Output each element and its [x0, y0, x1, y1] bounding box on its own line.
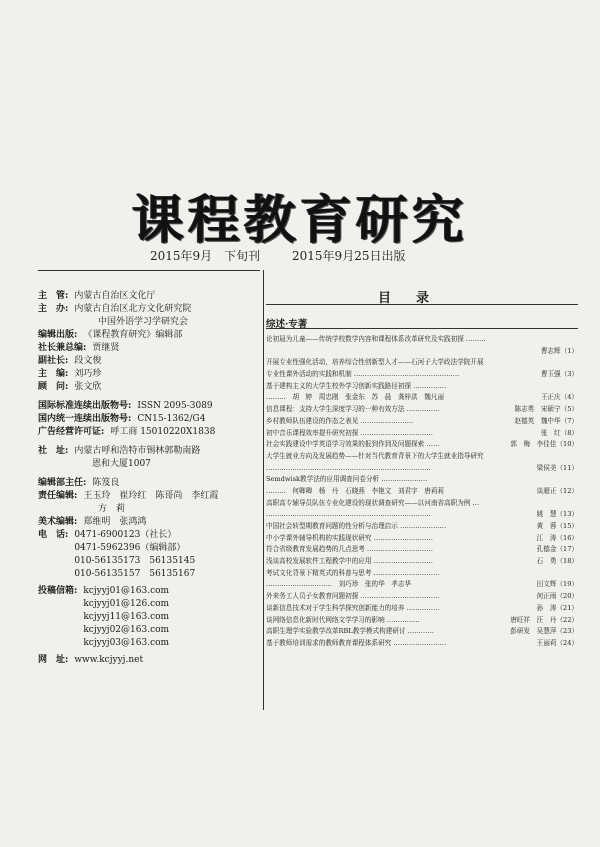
toc-entry [266, 615, 578, 627]
editor-row [38, 490, 263, 503]
toc-entry [266, 381, 578, 393]
toc-entry [266, 404, 578, 416]
publisher-info-value: 内蒙古自治区北方文化研究院 [74, 304, 192, 314]
toc-entry-ref: 田文辉（19） [536, 580, 578, 589]
registration-value: ISSN 2095-3089 [137, 401, 213, 411]
toc-entry [266, 451, 578, 463]
email-address[interactable]: kcjyyj11@163.com [83, 612, 170, 622]
website-row [38, 654, 263, 667]
editor-label: 责任编辑: [38, 491, 78, 501]
toc-entry-ref: 孔德金（17） [536, 545, 578, 554]
publisher-info-value: 《课程教育研究》编辑部 [83, 330, 183, 340]
toc-entry [266, 334, 578, 346]
editor-label: 美术编辑: [38, 517, 78, 527]
toc-entry-ref: 何正雨（20） [536, 592, 578, 601]
registration-label: 国际标准连续出版物号: [38, 401, 132, 411]
toc-entry [266, 486, 578, 498]
registration-numbers [38, 400, 263, 439]
toc-entry-text: 浅谈高校发展软件工程教学中的应用 ……………………… [266, 557, 433, 566]
email-row [38, 585, 263, 650]
toc-entry [266, 591, 578, 603]
publisher-info-row [38, 342, 263, 355]
toc-entry-text: 基于教师培训需求的教师教育课程体系研究 …………………… [266, 638, 447, 647]
toc-entry [266, 556, 578, 568]
address-line-2: 恩和大厦1007 [92, 459, 151, 469]
toc-entry-text: 中小学课外辅导机构的实践现状研究 ……………………… [266, 533, 433, 542]
publisher-info-value: 贾继贤 [92, 343, 120, 353]
toc-entry-text: ………………………………………………………………… [266, 463, 431, 472]
toc-entry-text: ………………………… 刘巧珍 张的华 孝志华 [266, 580, 412, 589]
editor-row [38, 477, 263, 490]
registration-row [38, 426, 263, 439]
toc-entry [266, 521, 578, 533]
toc-entry-ref: 郭 梅 李佳佳（10） [510, 440, 578, 449]
publisher-info-row [38, 329, 263, 342]
publisher-info-value: 内蒙古自治区文化厅 [74, 291, 156, 301]
toc-section-heading: 综述·专著 [266, 319, 308, 330]
toc-entry-text: Semdwisk教学法的应用调查问卷分析 ………………… [266, 475, 428, 484]
publisher-info-label: 主 编: [38, 369, 69, 379]
editor-row [38, 503, 263, 516]
toc-entry-text: 开展专业性强化活动，培养综合性创新型人才——石河子大学政法学院开展 [266, 358, 484, 367]
publication-date: 2015年9月25日出版 [292, 249, 406, 263]
publisher-info-row [38, 290, 263, 303]
toc-entry-ref: 赵德英 魏中华（7） [514, 416, 578, 425]
issue-line [150, 247, 433, 264]
toc-entry-ref: 石 勇（18） [536, 557, 578, 566]
toc-entry-ref: 曹志辉（1） [540, 346, 578, 355]
toc-entry-text: ……… 胡 婷 周忠刚 张金东 苏 晨 龚梓洪 魏凡丽 [266, 393, 445, 402]
toc-entry-text: 论初晨为儿童——传统学校数学内容和课程体系改革研究及实践初探 ……… [266, 335, 486, 343]
journal-title: 课程教育研究 [131, 190, 468, 251]
phone-number: 010-56135173 56135145 [74, 556, 196, 566]
phone-number: 010-56135157 56135167 [74, 569, 196, 579]
toc-section-rule [266, 328, 578, 329]
toc-entry-text: 高职高专辅导员队伍专业化建设的现状调查研究——以河南省高职为例 … [266, 498, 480, 507]
toc-entry [266, 544, 578, 556]
email-address[interactable]: kcjyyj02@163.com [83, 625, 170, 635]
toc-entry-text: 社会实践建设中学英语学习效果的报到作到及问题探索 …… [266, 440, 440, 449]
toc-entry-ref: 张 红（8） [540, 428, 578, 437]
registration-label: 广告经营许可证: [38, 427, 105, 437]
toc-list [266, 334, 578, 650]
publisher-info-label: 主 管: [38, 291, 69, 301]
publisher-info-row [38, 368, 263, 381]
toc-entry [266, 626, 578, 638]
toc-entry-ref: 唐旺祥 汪 丹（22） [510, 615, 578, 624]
publisher-info-label: 主 办: [38, 304, 69, 314]
publisher-info-value: 中国外语学习学研究会 [98, 317, 189, 327]
phone-label: 电 话: [38, 530, 69, 540]
issue-label: 2015年9月 下旬刊 [150, 249, 261, 263]
toc-entry [266, 498, 578, 510]
toc-entry-text: 基于建构主义的大学生校外学习创新实践路径初探 …………… [266, 381, 447, 390]
phone-number: 0471-5962396（编辑部） [74, 543, 186, 553]
toc-entry-ref: 曹玉强（3） [540, 370, 578, 379]
toc-entry [266, 428, 578, 440]
toc-entry [266, 392, 578, 404]
masthead-info [38, 290, 263, 667]
toc-entry-text: ……… 何卿卿 杨 丹 石晓燕 李艳文 刘君宇 唐莉莉 [266, 486, 445, 495]
toc-entry-text: 专业性课外活动的实践和机制 ………………………………………… [266, 370, 460, 379]
publisher-info-row [38, 303, 263, 316]
publisher-info-label: 社长兼总编: [38, 343, 87, 353]
publisher-info-label: 编辑出版: [38, 330, 78, 340]
toc-entry [266, 603, 578, 615]
toc-entry-text: 中国社会转型期教育问题的性分析与治理启示 ………………… [266, 522, 447, 530]
publisher-info-row [38, 316, 263, 329]
toc-entry-text: 谈网络信息化新时代网络文学学习的影响 …………… [266, 615, 420, 624]
toc-entry [266, 439, 578, 451]
publisher-info-value: 段文俊 [74, 356, 102, 366]
toc-entry-text: 信息课程：支持大学生深度学习的一种有效方法 …………… [266, 405, 440, 414]
registration-label: 国内统一连续出版物号: [38, 414, 132, 424]
toc-entry-ref: 黄 蓉（15） [536, 522, 578, 530]
toc-entry [266, 357, 578, 369]
toc-entry-ref: 彭研发 吴慧萍（23） [510, 627, 578, 636]
editor-value: 陈笈良 [92, 478, 120, 488]
editor-value: 郑维明 张鸿鸿 [83, 517, 147, 527]
registration-value: 呼工商 15010220X1838 [110, 427, 216, 437]
toc-entry [266, 474, 578, 486]
publisher-info-label: 副社长: [38, 356, 69, 366]
editorial-staff [38, 477, 263, 529]
email-address[interactable]: kcjyyj01@126.com [83, 599, 170, 609]
toc-entry-ref: 姚 慧（13） [536, 510, 578, 519]
address-label: 社 址: [38, 446, 69, 456]
toc-entry [266, 638, 578, 650]
registration-row [38, 400, 263, 413]
toc-entry-text: 考试文化背景下精英式的科普与思考 ………………………… [266, 568, 440, 577]
toc-entry-ref: 梁侯美（11） [536, 463, 578, 472]
publisher-info-label: 顾 问: [38, 382, 69, 392]
toc-entry-text: 高职生理学实验教学改革RBL教学模式构建研讨 ………… [266, 627, 434, 636]
toc-entry [266, 346, 578, 358]
toc-entry [266, 579, 578, 591]
phone-number: 0471-6900123（社长） [74, 530, 177, 540]
toc-entry [266, 369, 578, 381]
toc-entry [266, 533, 578, 545]
toc-entry-text: 外来务工人员子女教育问题初探 ……………………………… [266, 592, 440, 601]
toc-title: 目 录 [378, 291, 436, 306]
editor-value: 方 莉 [98, 504, 126, 514]
website-url[interactable]: www.kcjyyj.net [74, 655, 144, 665]
toc-entry [266, 568, 578, 580]
publisher-info-value: 张文欣 [74, 382, 102, 392]
editor-value: 王玉玲 崔玲红 陈哥尚 李红霞 [83, 491, 219, 501]
toc-entry-text: 符合省级教育发展趋势的几点思考 ………………………… [266, 545, 433, 554]
publisher-info-row [38, 381, 263, 394]
email-lines [83, 585, 169, 650]
website-label: 网 址: [38, 655, 69, 665]
registration-row [38, 413, 263, 426]
toc-entry-text: 大学生就业方向及发展趋势——针对当代教育背景下的大学生就业指导研究 [266, 451, 484, 460]
toc-entry-ref: 陈志勇 宋硕宁（5） [514, 405, 578, 414]
phone-row [38, 529, 263, 581]
left-divider [38, 270, 260, 271]
phone-lines [74, 529, 195, 581]
address-line-1: 内蒙古呼和浩特市锡林郭勒南路 [74, 446, 201, 456]
toc-entry-ref: 江 涛（16） [536, 533, 578, 542]
toc-entry-ref: 王丽莉（24） [536, 638, 578, 647]
publisher-info [38, 290, 263, 394]
toc-entry [266, 463, 578, 475]
toc-entry-text: 乡村教师队伍建设的作态之表见 …………………… [266, 416, 414, 425]
toc-entry [266, 509, 578, 521]
editor-label: 编辑部主任: [38, 478, 87, 488]
publisher-info-row [38, 355, 263, 368]
toc-entry [266, 416, 578, 428]
toc-entry-text: 谈新信息技术对于学生科学探究创新能力的培养 …………… [266, 603, 440, 612]
email-label: 投稿信箱: [38, 586, 78, 596]
editor-row [38, 516, 263, 529]
toc-entry-ref: 孙 涛（21） [536, 603, 578, 612]
address-row [38, 445, 263, 458]
toc-entry-ref: 王正庆（4） [540, 393, 578, 402]
email-address[interactable]: kcjyyj01@163.com [83, 586, 170, 596]
publisher-info-value: 刘巧珍 [74, 369, 102, 379]
toc-entry-text: ………………………………………………………………… [266, 510, 431, 519]
toc-entry-ref: 谈超正（12） [536, 486, 578, 495]
column-divider [263, 270, 264, 710]
email-address[interactable]: kcjyyj03@163.com [83, 638, 170, 648]
toc-entry-text: 初中音乐课程效率提升研究初探 …………………………… [266, 428, 433, 437]
registration-value: CN15-1362/G4 [137, 414, 206, 424]
